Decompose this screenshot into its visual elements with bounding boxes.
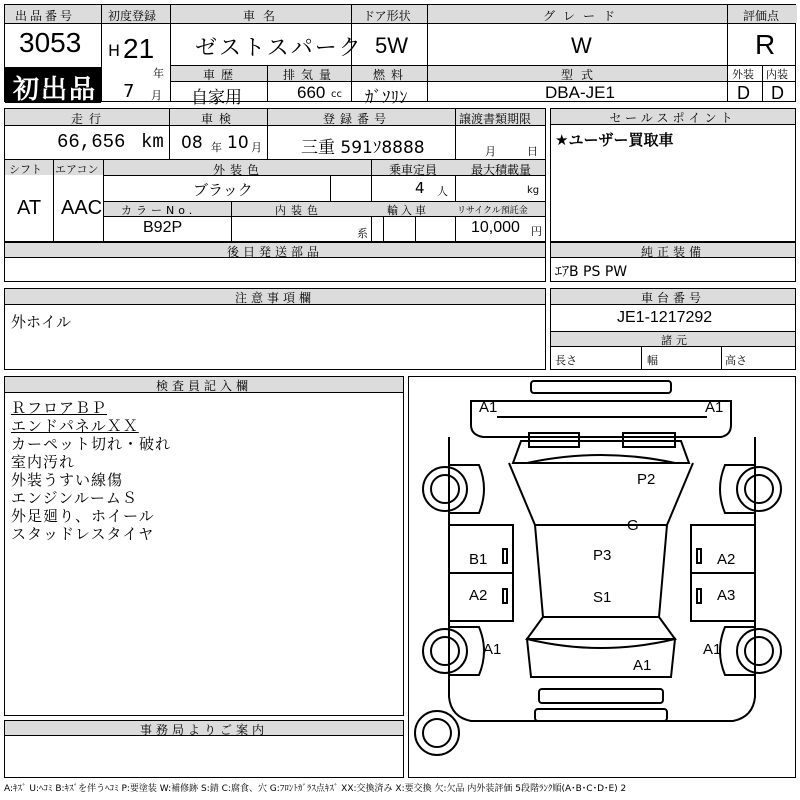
history-label: 車歴	[203, 68, 240, 82]
later-parts-label: 後日発送部品	[5, 243, 545, 258]
model-label: 型式	[561, 68, 602, 82]
exterior-score: D	[737, 83, 750, 103]
sales-point-label: セールスポイント	[551, 109, 795, 125]
damage-a3: A3	[717, 587, 736, 604]
damage-a1-front-left: A1	[479, 399, 498, 416]
reg-label: 登録番号	[323, 112, 392, 126]
displacement-label: 排気量	[283, 68, 338, 82]
grade: W	[571, 33, 592, 58]
lot-label: 出品番号	[15, 9, 76, 23]
ac-label: エアコン	[55, 163, 99, 176]
damage-g: G	[627, 517, 639, 534]
score-label: 評価点	[743, 9, 780, 23]
specs-label: 諸元	[661, 334, 691, 347]
chassis-label: 車台番号	[551, 289, 795, 305]
color-no: B92P	[143, 219, 183, 236]
inspector-note-line: ＲフロアＢＰ	[11, 399, 108, 417]
fuel: ｶﾞｿﾘﾝ	[365, 88, 408, 108]
inspector-note-line: エンジンルームＳ	[11, 489, 138, 507]
damage-b1: B1	[469, 551, 488, 568]
inspector-note-line: スタッドレスタイヤ	[11, 525, 155, 543]
load-label: 最大積載量	[471, 163, 532, 177]
era: H	[108, 41, 121, 60]
shift-label: シフト	[9, 163, 42, 176]
car-name: ゼストスパーク	[195, 36, 363, 61]
height-label: 高さ	[725, 354, 747, 367]
insp-year-unit: 年	[211, 141, 222, 154]
ac: AAC	[61, 197, 103, 219]
import-label: 輸入車	[387, 204, 429, 217]
transfer-label: 譲渡書類期限	[459, 112, 532, 126]
damage-p2: P2	[637, 471, 656, 488]
later-parts-block	[4, 242, 546, 282]
damage-diagram	[408, 376, 796, 778]
notes-label: 注意事項欄	[5, 289, 545, 305]
notes: 外ホイル	[11, 313, 72, 331]
office-label: 事務局よりご案内	[5, 721, 403, 736]
displacement: 660	[297, 83, 326, 102]
inspector-note-line: エンドパネルＸＸ	[11, 417, 139, 435]
damage-a1-rear-right: A1	[703, 641, 722, 658]
car-outline	[409, 377, 795, 777]
transfer-month: 月	[485, 145, 496, 158]
chassis-block	[550, 288, 796, 370]
mileage-label: 走行	[71, 112, 108, 126]
history: 自家用	[191, 88, 242, 108]
int-color-label: 内装色	[275, 204, 323, 217]
reg-number: 三重 591ｿ8888	[301, 138, 425, 158]
recycle-label: リサイクル預託金	[457, 206, 528, 216]
length-label: 長さ	[555, 354, 577, 367]
door-type: 5W	[375, 33, 408, 58]
int-color-unit: 系	[357, 227, 368, 240]
insp-month: 10	[227, 133, 249, 153]
lot-number: 3053	[19, 27, 82, 58]
inspector-note-line: 外装うすい線傷	[11, 471, 124, 489]
insp-year: 08	[181, 133, 203, 153]
first-reg-label: 初度登録	[108, 9, 157, 23]
equipment-label: 純正装備	[551, 243, 795, 258]
inspector-label: 検査員記入欄	[5, 377, 403, 393]
ext-color: ブラック	[193, 181, 253, 199]
damage-a2-right: A2	[717, 551, 736, 568]
model: DBA-JE1	[545, 83, 615, 102]
equipment-block	[550, 242, 796, 282]
reg-month-unit: 月	[151, 89, 162, 102]
header-block	[4, 4, 796, 108]
transfer-day: 日	[527, 145, 538, 158]
capacity-unit: 人	[437, 185, 448, 198]
reg-year-unit: 年	[153, 67, 164, 80]
color-no-label: カラーNo.	[121, 204, 197, 217]
inspection-label: 車検	[201, 112, 238, 126]
damage-a1-rear: A1	[633, 657, 652, 674]
load-unit: kg	[527, 185, 540, 196]
damage-s1: S1	[593, 589, 612, 606]
damage-a1-rear-left: A1	[483, 641, 502, 658]
mileage: 66,656	[57, 131, 126, 153]
vehicle-info-block	[4, 108, 546, 242]
equipment: ｴｱB PS PW	[555, 264, 628, 280]
first-listing-text: 初出品	[13, 75, 98, 105]
recycle-unit: 円	[531, 225, 542, 238]
damage-a1-front-right: A1	[705, 399, 724, 416]
inspector-note-line: 外足廻り、ホイール	[11, 507, 155, 525]
recycle-fee: 10,000	[471, 219, 520, 236]
insp-month-unit: 月	[251, 141, 262, 154]
inspector-note-line: 室内汚れ	[11, 453, 76, 471]
grade-label: グレード	[543, 9, 624, 23]
sales-point: ★ユーザー買取車	[555, 131, 674, 149]
width-label: 幅	[647, 354, 658, 367]
interior-label: 内装	[766, 68, 788, 81]
capacity: 4	[415, 179, 425, 197]
damage-legend: A:ｷｽﾞ U:ﾍｺﾐ B:ｷｽﾞを伴うﾍｺﾐ P:要塗装 W:補修跡 S:錆 C:腐食、穴 G:ﾌﾛﾝﾄｶﾞﾗｽ点ｷｽﾞ XX:交換済み X:要交換 欠:欠品 内外装評価 5段階ﾗﾝｸ順(A･B･C･D･E) 2	[4, 784, 627, 794]
interior-score: D	[771, 83, 784, 103]
notes-block	[4, 288, 546, 370]
damage-a2-left: A2	[469, 587, 488, 604]
displacement-unit: cc	[331, 89, 342, 100]
inspector-block	[4, 376, 404, 716]
capacity-label: 乗車定員	[389, 163, 438, 177]
reg-month: 7	[123, 81, 135, 102]
sales-point-block	[550, 108, 796, 242]
chassis-number: JE1-1217292	[617, 309, 713, 326]
damage-p3: P3	[593, 547, 612, 564]
reg-year: 21	[123, 33, 155, 64]
exterior-label: 外装	[732, 68, 754, 81]
fuel-label: 燃料	[373, 68, 410, 82]
door-label: ドア形状	[363, 9, 411, 23]
ext-color-label: 外装色	[213, 163, 265, 177]
car-name-label: 車名	[243, 9, 284, 23]
mileage-unit: km	[141, 131, 164, 153]
shift: AT	[17, 197, 42, 219]
score: R	[755, 29, 776, 60]
inspector-note-line: カーペット切れ・破れ	[11, 435, 172, 453]
office-block	[4, 720, 404, 778]
